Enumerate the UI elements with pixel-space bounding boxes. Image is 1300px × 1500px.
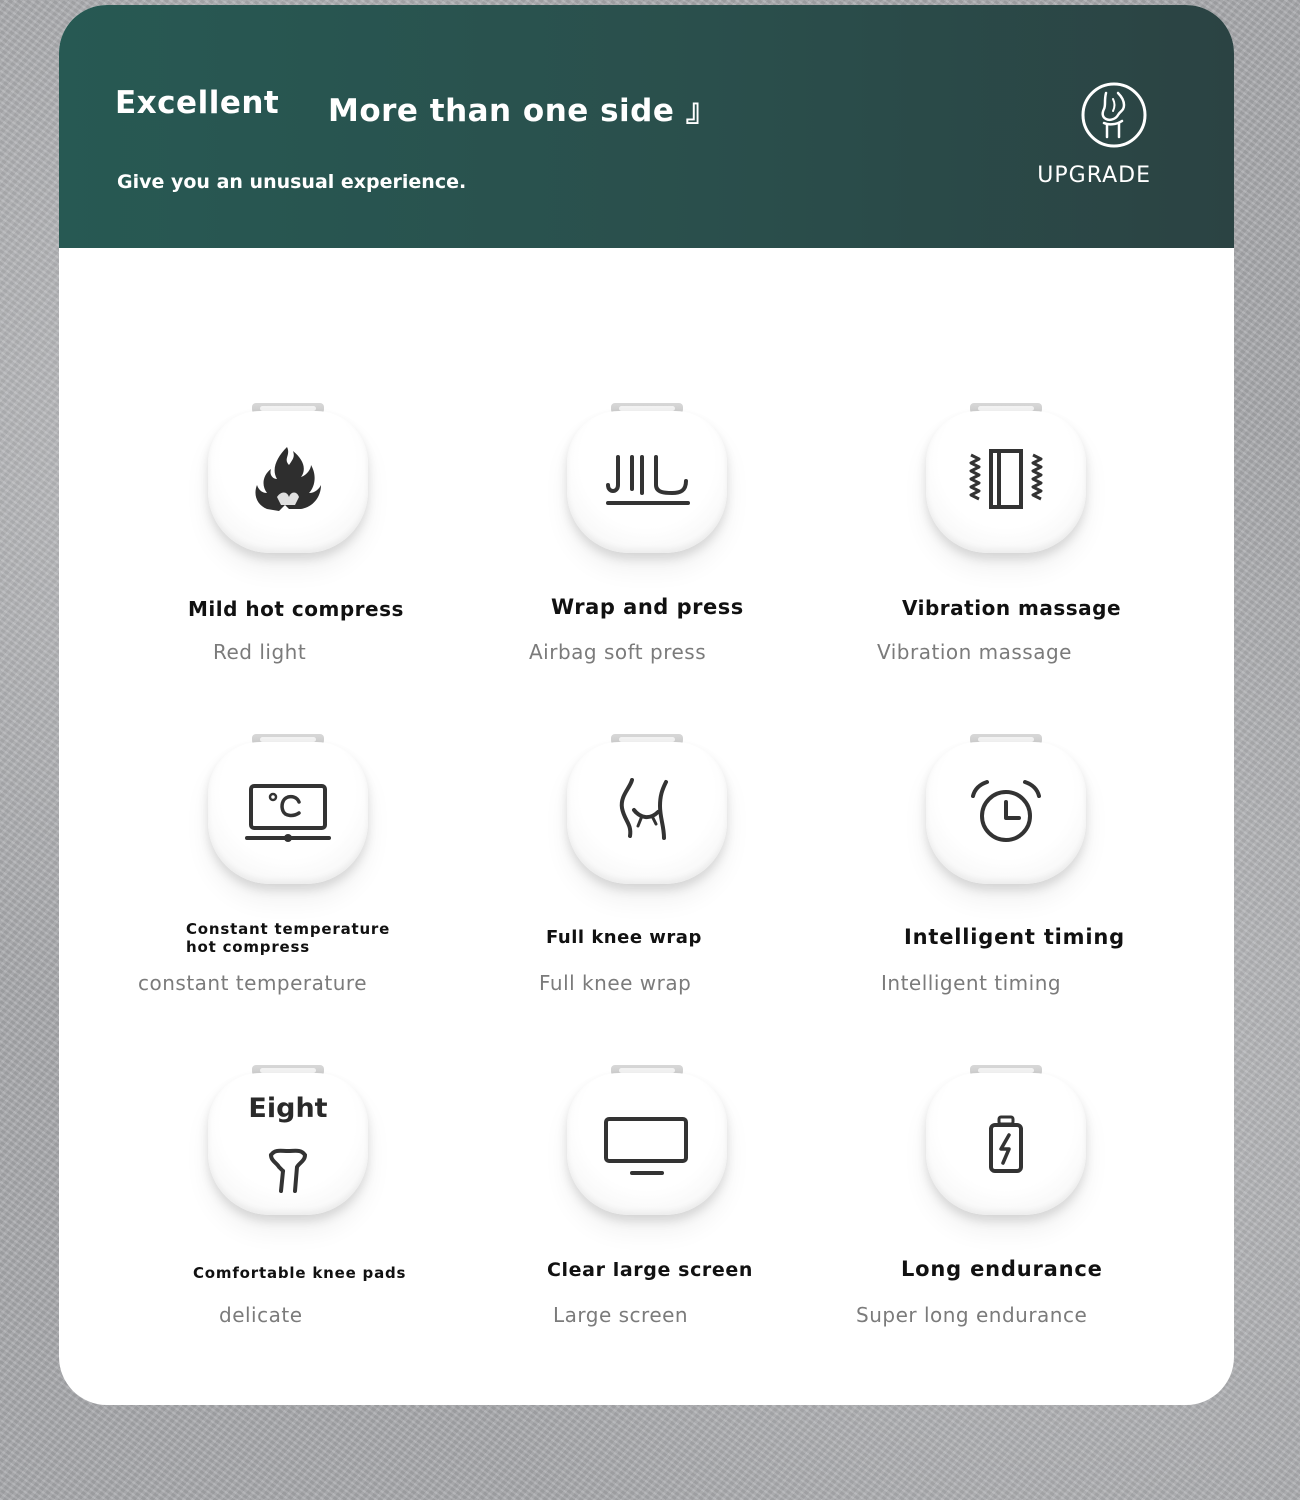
flame-icon: [243, 435, 333, 525]
feature-wrap-and-press: [497, 403, 827, 703]
eight-label: Eight: [248, 1093, 328, 1124]
feature-button: [926, 734, 1086, 884]
feature-subtitle: Large screen: [553, 1303, 689, 1327]
header-title-excellent: Excellent: [115, 85, 280, 121]
feature-button: [567, 734, 727, 884]
monitor-icon: [602, 1097, 692, 1187]
feature-card: [59, 5, 1234, 1405]
feature-comfortable-knee-pads: [138, 1065, 468, 1365]
feature-long-endurance: [856, 1065, 1186, 1365]
feature-subtitle: delicate: [219, 1303, 303, 1327]
upgrade-label: UPGRADE: [1037, 163, 1151, 188]
feature-button: [926, 403, 1086, 553]
feature-button: [926, 1065, 1086, 1215]
feature-title: Clear large screen: [547, 1259, 753, 1281]
vibration-icon: [961, 435, 1051, 525]
knee-wrap-icon: [602, 766, 692, 856]
feature-full-knee-wrap: [497, 734, 827, 1034]
feature-vibration-massage: [856, 403, 1186, 703]
feature-mild-hot-compress: [138, 403, 468, 703]
feature-subtitle: Full knee wrap: [539, 971, 692, 995]
header-banner: [59, 5, 1234, 248]
feature-title: Intelligent timing: [904, 925, 1125, 949]
battery-icon: [961, 1097, 1051, 1187]
feature-title: Comfortable knee pads: [193, 1264, 407, 1282]
feature-subtitle: constant temperature: [138, 971, 368, 995]
feature-subtitle: Super long endurance: [856, 1303, 1088, 1327]
feature-title: Full knee wrap: [546, 927, 702, 948]
feature-constant-temperature: [138, 734, 468, 1034]
feature-subtitle: Intelligent timing: [881, 971, 1062, 995]
feature-button: [208, 403, 368, 553]
alarm-clock-icon: [961, 766, 1051, 856]
feature-clear-large-screen: [497, 1065, 827, 1365]
feature-title-line1: Constant temperature: [186, 920, 391, 938]
feature-button: [567, 403, 727, 553]
feature-subtitle: Airbag soft press: [529, 640, 707, 664]
feature-subtitle: Red light: [213, 640, 307, 664]
thermometer-screen-icon: [243, 766, 333, 856]
feature-title: Long endurance: [901, 1257, 1103, 1281]
feature-title-line2: hot compress: [186, 938, 310, 956]
feature-title: Mild hot compress: [188, 597, 404, 621]
feature-title: Wrap and press: [551, 595, 744, 619]
airbag-press-icon: [602, 435, 692, 525]
feature-button: [567, 1065, 727, 1215]
feature-button: [208, 734, 368, 884]
header-title-more-than-one-side: More than one side 』: [328, 93, 718, 129]
feature-button: [208, 1065, 368, 1215]
header-subtitle: Give you an unusual experience.: [117, 171, 467, 193]
feature-subtitle: Vibration massage: [877, 640, 1072, 664]
knee-bone-icon: [243, 1115, 333, 1205]
feature-intelligent-timing: [856, 734, 1186, 1034]
knee-joint-icon: [1080, 81, 1148, 149]
feature-title: Vibration massage: [902, 596, 1122, 620]
